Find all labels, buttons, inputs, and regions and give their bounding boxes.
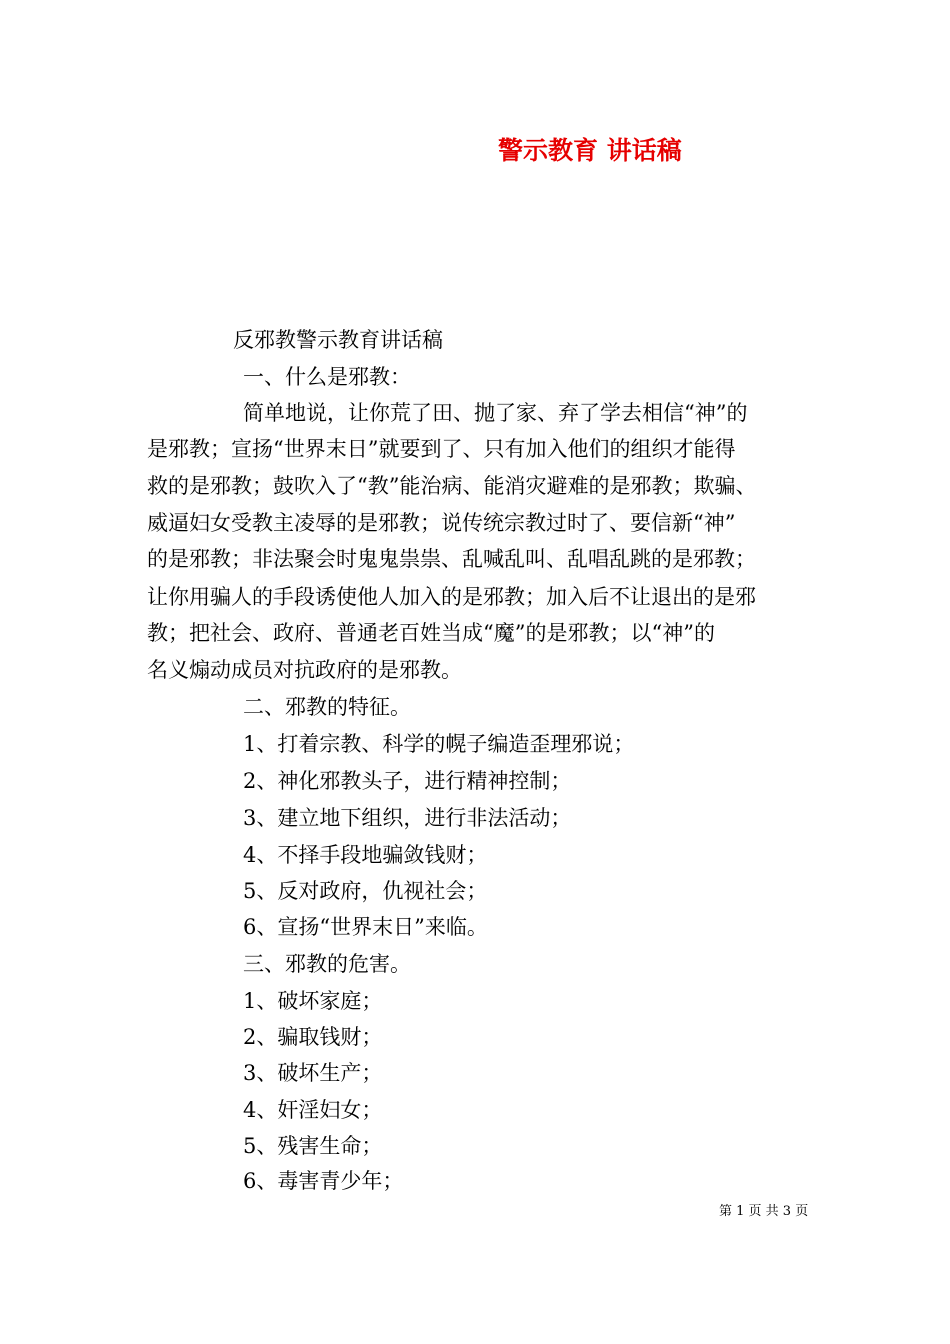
list-item: 6、宣扬“世界末日”来临。 (243, 915, 488, 939)
paragraph-line: 名义煽动成员对抗政府的是邪教。 (147, 658, 462, 682)
list-item: 5、残害生命； (243, 1134, 383, 1158)
list-item: 1、打着宗教、科学的幌子编造歪理邪说； (243, 732, 635, 756)
list-item: 1、破坏家庭； (243, 989, 383, 1013)
list-item: 4、奸淫妇女； (243, 1098, 383, 1122)
page-number: 第 1 页 共 3 页 (719, 1204, 809, 1219)
list-item: 5、反对政府，仇视社会； (243, 879, 488, 903)
paragraph-line: 是邪教；宣扬“世界末日”就要到了、只有加入他们的组织才能得 (147, 437, 736, 461)
subtitle: 反邪教警示教育讲话稿 (233, 328, 443, 352)
list-item: 4、不择手段地骗敛钱财； (243, 843, 488, 867)
section-heading: 一、什么是邪教： (243, 365, 411, 389)
list-item: 3、建立地下组织，进行非法活动； (243, 806, 572, 830)
paragraph-line: 简单地说，让你荒了田、抛了家、弃了学去相信“神”的 (243, 401, 748, 425)
paragraph-line: 教；把社会、政府、普通老百姓当成“魔”的是邪教；以“神”的 (147, 621, 715, 645)
paragraph-line: 救的是邪教；鼓吹入了“教”能治病、能消灾避难的是邪教；欺骗、 (147, 474, 757, 498)
paragraph-line: 让你用骗人的手段诱使他人加入的是邪教；加入后不让退出的是邪 (147, 585, 756, 609)
paragraph-line: 威逼妇女受教主凌辱的是邪教；说传统宗教过时了、要信新“神” (147, 511, 736, 535)
section-heading: 三、邪教的危害。 (243, 952, 411, 976)
list-item: 6、毒害青少年； (243, 1169, 404, 1193)
section-heading: 二、邪教的特征。 (243, 695, 411, 719)
list-item: 2、神化邪教头子，进行精神控制； (243, 769, 572, 793)
paragraph-line: 的是邪教；非法聚会时鬼鬼祟祟、乱喊乱叫、乱唱乱跳的是邪教； (147, 547, 756, 571)
list-item: 3、破坏生产； (243, 1061, 383, 1085)
document-title: 警示教育 讲话稿 (498, 136, 682, 165)
list-item: 2、骗取钱财； (243, 1025, 383, 1049)
